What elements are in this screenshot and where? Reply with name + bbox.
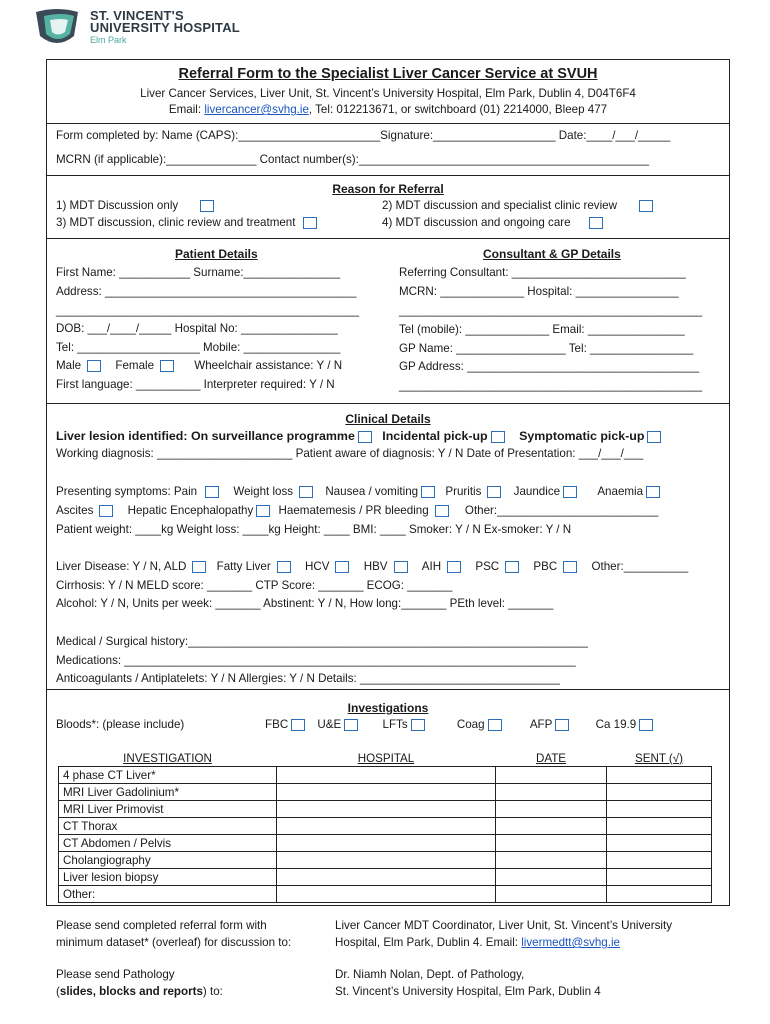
bloods-checkboxes [265, 718, 656, 731]
reason-section [46, 175, 730, 239]
fatty-checkbox[interactable] [277, 561, 291, 573]
ascites-label: Ascites [56, 504, 94, 517]
nausea-label: Nausea / vomiting [325, 485, 419, 498]
sent-cell[interactable] [607, 767, 712, 784]
anaemia-label: Anaemia [597, 485, 644, 498]
contact-numbers: , Tel: 012213671, or switchboard (01) 2214000, Bleep 477 [308, 103, 608, 116]
hbv-checkbox[interactable] [394, 561, 408, 573]
pathology-open-paren: ( [56, 985, 60, 998]
hospital-cell[interactable] [277, 869, 496, 886]
table-row [59, 869, 712, 886]
date-cell[interactable] [496, 869, 607, 886]
patient-heading: Patient Details [175, 247, 258, 261]
female-label: Female [115, 359, 155, 372]
gp-address-line[interactable]: GP Address: ____________________________________ [399, 360, 700, 373]
completed-by-section [46, 123, 730, 176]
pathology-close: ) to: [202, 985, 223, 998]
clinical-section [46, 403, 730, 690]
sent-cell[interactable] [607, 818, 712, 835]
pathologist-line-2: St. Vincent’s University Hospital, Elm Park, Dublin 4 [335, 985, 601, 998]
medical-history-line[interactable]: Medical / Surgical history:______________________________________________________________ [56, 635, 588, 648]
table-row [59, 886, 712, 903]
patient-language-line[interactable]: First language: __________ Interpreter required: Y / N [56, 378, 335, 391]
jaundice-checkbox[interactable] [563, 486, 577, 498]
female-checkbox[interactable] [160, 360, 174, 372]
ascites-line [56, 504, 658, 517]
patient-sex-line [56, 359, 342, 372]
patient-dob-line[interactable]: DOB: ___/____/_____ Hospital No: _______________ [56, 322, 338, 335]
table-row [59, 818, 712, 835]
lfts-checkbox[interactable] [411, 719, 425, 731]
surveillance-label: Liver lesion identified: On surveillance programme [56, 429, 355, 443]
pain-checkbox[interactable] [205, 486, 219, 498]
consultant-heading: Consultant & GP Details [483, 247, 621, 261]
logo-line-2: UNIVERSITY HOSPITAL [90, 20, 240, 35]
afp-checkbox[interactable] [555, 719, 569, 731]
reason-option-2-checkbox[interactable] [639, 200, 653, 212]
pruritis-checkbox[interactable] [487, 486, 501, 498]
pbc-label: PBC [533, 560, 558, 573]
consultant-mcrn-line[interactable]: MCRN: _____________ Hospital: ________________ [399, 285, 679, 298]
investigation-name: 4 phase CT Liver* [59, 767, 277, 784]
other-liver-disease[interactable]: Other:__________ [591, 560, 689, 573]
fbc-checkbox[interactable] [291, 719, 305, 731]
hospital-cell[interactable] [277, 886, 496, 903]
symptomatic-checkbox[interactable] [647, 431, 661, 443]
hepatic-checkbox[interactable] [256, 505, 270, 517]
table-header-row [59, 750, 712, 767]
other-symptoms[interactable]: Other:_________________________ [464, 504, 659, 517]
hcv-label: HCV [304, 560, 330, 573]
coordinator-email-link[interactable]: livermedtt@svhg.ie [521, 936, 620, 949]
liver-disease-line [56, 560, 688, 573]
table-row [59, 784, 712, 801]
pain-label: Presenting symptoms: Pain [56, 485, 198, 498]
wheelchair-assistance[interactable]: Wheelchair assistance: Y / N [194, 359, 343, 372]
table-row [59, 852, 712, 869]
psc-label: PSC [475, 560, 500, 573]
table-row [59, 767, 712, 784]
col-sent: SENT (√) [607, 750, 712, 767]
reason-option-1 [56, 199, 217, 212]
date-cell[interactable] [496, 767, 607, 784]
hospital-logo [34, 6, 240, 50]
col-date: DATE [496, 750, 607, 767]
mcrn-contact-line[interactable]: MCRN (if applicable):______________ Contact number(s):_____________________________________________ [56, 153, 650, 166]
reason-option-4-checkbox[interactable] [589, 217, 603, 229]
clinical-heading: Clinical Details [345, 412, 431, 426]
coordinator-line-1: Liver Cancer MDT Coordinator, Liver Unit, St. Vincent’s University [335, 919, 672, 932]
hospital-cell[interactable] [277, 784, 496, 801]
form-title: Referral Form to the Specialist Liver Cancer Service at SVUH [178, 66, 598, 82]
aih-label: AIH [421, 560, 442, 573]
sent-cell[interactable] [607, 869, 712, 886]
patient-address-line[interactable]: Address: _______________________________________ [56, 285, 357, 298]
bloods-label: Bloods*: (please include) [56, 718, 185, 731]
gp-name-line[interactable]: GP Name: _________________ Tel: ________________ [399, 342, 694, 355]
jaundice-label: Jaundice [513, 485, 561, 498]
date-cell[interactable] [496, 852, 607, 869]
anticoagulants-line[interactable]: Anticoagulants / Antiplatelets: Y / N Allergies: Y / N Details: _______________________________ [56, 672, 560, 685]
hospital-cell[interactable] [277, 852, 496, 869]
investigation-name: MRI Liver Primovist [59, 801, 277, 818]
pbc-checkbox[interactable] [563, 561, 577, 573]
haematemesis-label: Haematemesis / PR bleeding [278, 504, 429, 517]
completed-by-line[interactable]: Form completed by: Name (CAPS):______________________Signature:___________________ Date:____/___/_____ [56, 129, 671, 142]
ue-checkbox[interactable] [344, 719, 358, 731]
reason-option-3-label: 3) MDT discussion, clinic review and treatment [56, 216, 296, 229]
service-email-link[interactable]: livercancer@svhg.ie [204, 103, 309, 116]
reason-option-3-checkbox[interactable] [303, 217, 317, 229]
logo-line-1: ST. VINCENT'S [90, 8, 184, 23]
col-hospital: HOSPITAL [277, 750, 496, 767]
reason-option-1-checkbox[interactable] [200, 200, 214, 212]
date-cell[interactable] [496, 818, 607, 835]
reason-option-4-label: 4) MDT discussion and ongoing care [382, 216, 571, 229]
psc-checkbox[interactable] [505, 561, 519, 573]
reason-option-2-label: 2) MDT discussion and specialist clinic review [382, 199, 617, 212]
pathologist-line-1: Dr. Niamh Nolan, Dept. of Pathology, [335, 968, 525, 981]
pruritis-label: Pruritis [445, 485, 482, 498]
sent-cell[interactable] [607, 835, 712, 852]
hbv-label: HBV [363, 560, 388, 573]
date-cell[interactable] [496, 784, 607, 801]
ca199-label: Ca 19.9 [595, 718, 637, 731]
surveillance-checkbox[interactable] [358, 431, 372, 443]
working-diagnosis-line[interactable]: Working diagnosis: _____________________ Patient aware of diagnosis: Y / N Date of Presentation: ___/___/___ [56, 447, 644, 460]
reason-heading: Reason for Referral [332, 182, 444, 196]
fbc-label: FBC [265, 718, 289, 731]
investigation-name: Cholangiography [59, 852, 277, 869]
investigation-name: CT Abdomen / Pelvis [59, 835, 277, 852]
sent-cell[interactable] [607, 852, 712, 869]
aih-checkbox[interactable] [447, 561, 461, 573]
anaemia-checkbox[interactable] [646, 486, 660, 498]
pathology-items: slides, blocks and reports [59, 985, 203, 998]
symptomatic-label: Symptomatic pick-up [519, 429, 645, 443]
weightloss-checkbox[interactable] [299, 486, 313, 498]
alcohol-line[interactable]: Alcohol: Y / N, Units per week: _______ Abstinent: Y / N, How long:_______ PEth level: _______ [56, 597, 554, 610]
patient-tel-line[interactable]: Tel: ___________________ Mobile: _______________ [56, 341, 341, 354]
sent-cell[interactable] [607, 784, 712, 801]
haematemesis-checkbox[interactable] [435, 505, 449, 517]
sent-cell[interactable] [607, 886, 712, 903]
date-cell[interactable] [496, 886, 607, 903]
male-checkbox[interactable] [87, 360, 101, 372]
coag-checkbox[interactable] [488, 719, 502, 731]
email-label: Email: [168, 103, 205, 116]
lesion-line [56, 429, 664, 443]
send-form-line-1: Please send completed referral form with [56, 919, 267, 932]
consultant-blank-line[interactable]: _______________________________________________ [399, 304, 703, 317]
cirrhosis-line[interactable]: Cirrhosis: Y / N MELD score: _______ CTP Score: _______ ECOG: _______ [56, 579, 453, 592]
hcv-checkbox[interactable] [335, 561, 349, 573]
weightloss-label: Weight loss [233, 485, 294, 498]
service-address: Liver Cancer Services, Liver Unit, St. Vincent’s University Hospital, Elm Park, Dublin 4, D04T6F4 [140, 87, 636, 100]
nausea-checkbox[interactable] [421, 486, 435, 498]
investigation-name: MRI Liver Gadolinium* [59, 784, 277, 801]
patient-address-line-2[interactable]: _______________________________________________ [56, 304, 360, 317]
consultant-tel-line[interactable]: Tel (mobile): _____________ Email: _______________ [399, 323, 685, 336]
col-investigation: INVESTIGATION [59, 750, 277, 767]
lfts-label: LFTs [382, 718, 408, 731]
hepatic-label: Hepatic Encephalopathy [127, 504, 254, 517]
hospital-cell[interactable] [277, 835, 496, 852]
gp-address-line-2[interactable]: _______________________________________________ [399, 379, 703, 392]
date-cell[interactable] [496, 801, 607, 818]
incidental-label: Incidental pick-up [382, 429, 488, 443]
male-label: Male [56, 359, 82, 372]
consultant-name-line[interactable]: Referring Consultant: ___________________________ [399, 266, 686, 279]
investigation-name: Other: [59, 886, 277, 903]
patient-consultant-section [46, 238, 730, 404]
incidental-checkbox[interactable] [491, 431, 505, 443]
ascites-checkbox[interactable] [99, 505, 113, 517]
hospital-cell[interactable] [277, 818, 496, 835]
sent-cell[interactable] [607, 801, 712, 818]
header-section [46, 59, 730, 124]
medications-line[interactable]: Medications: ______________________________________________________________________ [56, 654, 576, 667]
ue-label: U&E [317, 718, 342, 731]
reason-option-3 [56, 216, 320, 229]
weight-line[interactable]: Patient weight: ____kg Weight loss: ____kg Height: ____ BMI: ____ Smoker: Y / N Ex-smoker: Y / N [56, 523, 572, 536]
logo-line-3: Elm Park [90, 35, 127, 45]
ald-label: Liver Disease: Y / N, ALD [56, 560, 187, 573]
send-form-line-2: minimum dataset* (overleaf) for discussion to: [56, 936, 292, 949]
table-row [59, 801, 712, 818]
pathology-line-1: Please send Pathology [56, 968, 175, 981]
patient-name-line[interactable]: First Name: ___________ Surname:_______________ [56, 266, 341, 279]
hospital-shield-icon [34, 6, 80, 50]
service-contact [47, 103, 729, 116]
investigation-name: CT Thorax [59, 818, 277, 835]
coag-label: Coag [456, 718, 485, 731]
ca199-checkbox[interactable] [639, 719, 653, 731]
afp-label: AFP [529, 718, 553, 731]
reason-option-2 [382, 199, 656, 212]
hospital-cell[interactable] [277, 801, 496, 818]
investigations-table [58, 750, 712, 903]
pathology-line-2 [56, 985, 223, 998]
hospital-cell[interactable] [277, 767, 496, 784]
reason-option-4 [382, 216, 606, 229]
investigation-name: Liver lesion biopsy [59, 869, 277, 886]
reason-option-1-label: 1) MDT Discussion only [56, 199, 179, 212]
coordinator-line-2 [335, 936, 620, 949]
presenting-symptoms-line [56, 485, 663, 498]
ald-checkbox[interactable] [192, 561, 206, 573]
table-row [59, 835, 712, 852]
date-cell[interactable] [496, 835, 607, 852]
investigations-heading: Investigations [347, 701, 429, 715]
fatty-label: Fatty Liver [216, 560, 271, 573]
coordinator-address: Hospital, Elm Park, Dublin 4. Email: [335, 936, 522, 949]
